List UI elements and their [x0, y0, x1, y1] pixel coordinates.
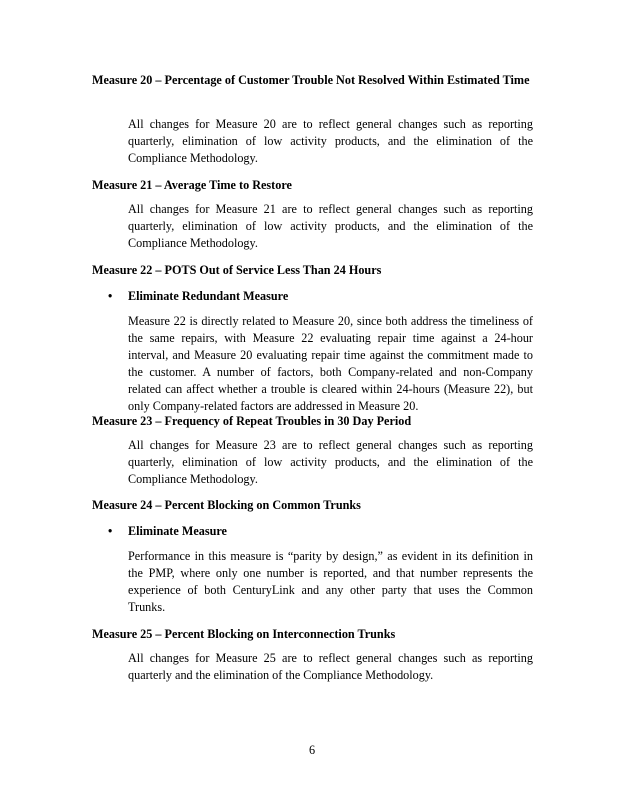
bullet-text: Eliminate Measure	[128, 524, 227, 538]
page-number: 6	[308, 743, 316, 757]
section-body-measure-20: All changes for Measure 20 are to reflect general changes such as reporting quarterly, elimination of low activity products, and the elimination of the Compliance Methodology.	[128, 117, 533, 165]
section-heading-measure-21: Measure 21 – Average Time to Restore	[92, 178, 292, 192]
section-body-measure-23: All changes for Measure 23 are to reflect general changes such as reporting quarterly, elimination of low activity products, and the elimination of the Compliance Methodology.	[128, 438, 533, 486]
section-heading-measure-24: Measure 24 – Percent Blocking on Common Trunks	[92, 498, 361, 512]
bullet-icon: •	[108, 524, 113, 538]
section-heading-measure-25: Measure 25 – Percent Blocking on Interconnection Trunks	[92, 627, 396, 641]
section-heading-measure-23: Measure 23 – Frequency of Repeat Troubles in 30 Day Period	[92, 414, 412, 428]
bullet-icon: •	[108, 289, 113, 303]
section-body-measure-25: All changes for Measure 25 are to reflect general changes such as reporting quarterly and the elimination of the Compliance Methodology.	[128, 651, 533, 682]
section-body-measure-21: All changes for Measure 21 are to reflect general changes such as reporting quarterly, elimination of low activity products, and the elimination of the Compliance Methodology.	[128, 202, 533, 250]
section-heading-measure-22: Measure 22 – POTS Out of Service Less Than 24 Hours	[92, 263, 382, 277]
section-body-measure-24: Performance in this measure is “parity by design,” as evident in its definition in the PMP, where only one number is reported, and that number represents the experience of both CenturyLink and any other party that uses the Common Trunks.	[128, 549, 533, 614]
bullet-text: Eliminate Redundant Measure	[128, 289, 289, 303]
section-body-measure-22: Measure 22 is directly related to Measure 20, since both address the timeliness of the same repairs, with Measure 22 evaluating repair time against a 24-hour interval, and Measure 20 evaluating repair time against the commitment made to the customer. A number of factors, both Company-related and non-Company related can affect whether a trouble is cleared within 24-hours (Measure 22), but only Company-related factors are addressed in Measure 20.	[128, 314, 533, 413]
section-heading-measure-20: Measure 20 – Percentage of Customer Trouble Not Resolved Within Estimated Time	[92, 73, 530, 87]
